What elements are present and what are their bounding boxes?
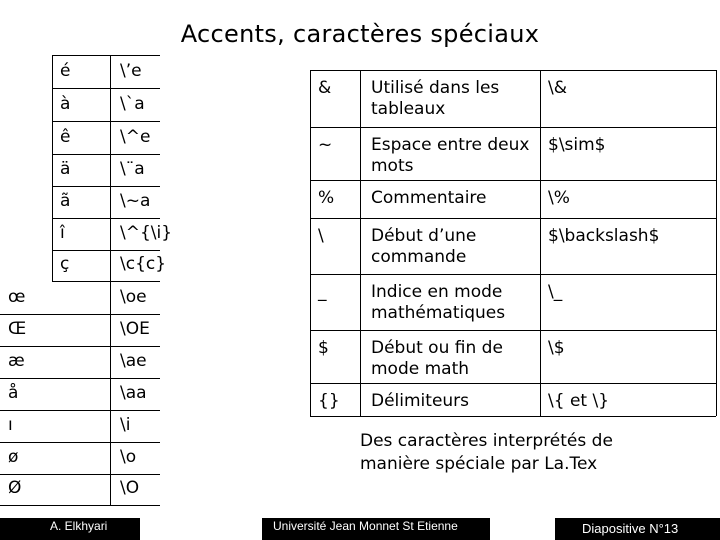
footer-author: A. Elkhyari (50, 519, 108, 533)
special-char-command: \& (548, 78, 567, 98)
special-char-description: Indice en mode mathématiques (371, 282, 506, 323)
table-column-divider (110, 55, 111, 505)
accent-char: Œ (8, 319, 27, 339)
footer-slide-number: Diapositive N°13 (582, 521, 679, 536)
accent-char: œ (8, 287, 26, 307)
accent-command: \¨a (120, 159, 145, 179)
accent-command: \’e (120, 61, 142, 81)
accent-char: ı (8, 415, 13, 435)
table-top-border (310, 70, 716, 71)
table-row-divider (52, 154, 160, 155)
accent-char: î (60, 223, 65, 243)
footer-institution: Université Jean Monnet St Etienne (273, 519, 458, 533)
special-char-description: Délimiteurs (371, 391, 470, 411)
special-char: $ (318, 338, 329, 358)
table-row-divider (310, 180, 716, 181)
accent-char: ä (60, 159, 71, 179)
table-row-divider (310, 383, 716, 384)
table-column-divider (540, 70, 541, 416)
table-column-divider (360, 70, 361, 416)
accent-char: Ø (8, 478, 22, 498)
table-top-border (52, 55, 160, 56)
table-row-divider (0, 442, 160, 443)
table-row-divider (310, 127, 716, 128)
special-char: _ (318, 282, 327, 302)
special-char-command: \$ (548, 338, 565, 358)
slide-title: Accents, caractères spéciaux (180, 20, 540, 48)
accent-command: \O (120, 478, 140, 498)
special-char-description: Commentaire (371, 188, 487, 208)
special-char-description: Début d’une commande (371, 226, 477, 267)
accent-command: \aa (120, 383, 147, 403)
accent-command: \o (120, 447, 137, 467)
table-row-divider (52, 281, 160, 282)
special-char: & (318, 78, 332, 98)
accent-char: é (60, 61, 71, 81)
table-row-divider (0, 378, 160, 379)
accent-char: æ (8, 351, 25, 371)
accent-char: ã (60, 191, 71, 211)
special-characters-note: Des caractères interprétés de manière spéciale par La.Tex (360, 431, 613, 474)
special-char-description: Début ou fin de mode math (371, 338, 503, 379)
accent-command: \^{\i} (120, 223, 173, 243)
table-row-divider (310, 330, 716, 331)
table-row-divider (0, 314, 160, 315)
accent-command: \~a (120, 191, 151, 211)
table-row-divider (0, 346, 160, 347)
special-char-command: \{ et \} (548, 391, 610, 411)
table-row-divider (310, 218, 716, 219)
table-column-divider (310, 70, 311, 416)
accent-char: å (8, 383, 19, 403)
table-row-divider (310, 274, 716, 275)
special-char-command: $\backslash$ (548, 226, 660, 246)
accent-command: \c{c} (120, 254, 167, 274)
table-row-divider (52, 121, 160, 122)
table-row-divider (52, 186, 160, 187)
accent-command: \ae (120, 351, 147, 371)
special-char-command: \% (548, 188, 570, 208)
accent-command: \OE (120, 319, 150, 339)
table-column-divider (716, 70, 717, 416)
accent-command: \i (120, 415, 131, 435)
special-char-command: $\sim$ (548, 135, 606, 155)
table-row-divider (52, 218, 160, 219)
accent-char: à (60, 94, 71, 114)
special-char: \ (318, 226, 324, 246)
special-char: % (318, 188, 335, 208)
table-row-divider (52, 250, 160, 251)
special-char-command: \_ (548, 282, 563, 302)
accent-command: \`a (120, 94, 145, 114)
table-row-divider (0, 474, 160, 475)
table-row-divider (310, 416, 716, 417)
accent-command: \oe (120, 287, 147, 307)
accent-char: ø (8, 447, 19, 467)
accent-char: ç (60, 254, 70, 274)
table-left-border (52, 55, 53, 281)
accent-command: \^e (120, 127, 151, 147)
accent-char: ê (60, 127, 71, 147)
special-char: {} (318, 391, 340, 411)
special-char-description: Espace entre deux mots (371, 135, 530, 176)
special-char-description: Utilisé dans les tableaux (371, 78, 500, 119)
table-row-divider (0, 505, 160, 506)
table-row-divider (52, 88, 160, 89)
special-char: ~ (318, 135, 333, 155)
table-row-divider (0, 410, 160, 411)
